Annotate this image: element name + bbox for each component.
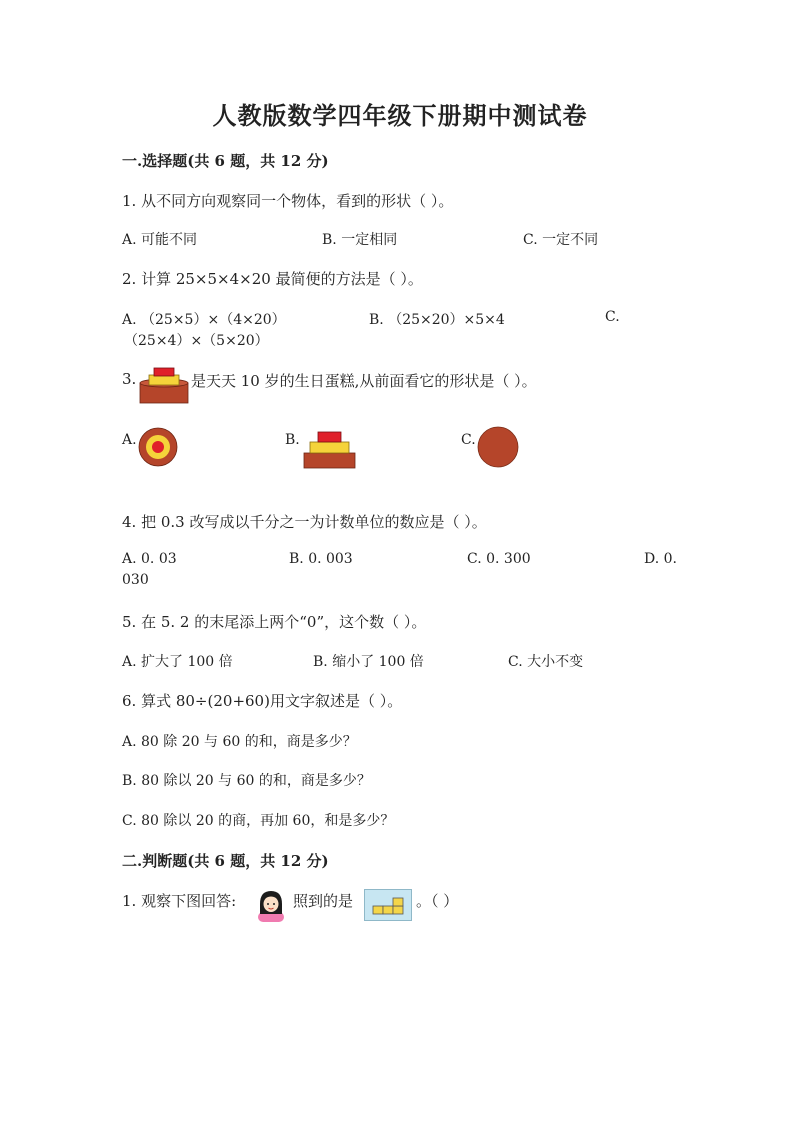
question-4-option-b: B. 0. 003 <box>289 551 353 567</box>
question-4-option-c: C. 0. 300 <box>467 551 531 567</box>
question-6-option-a: A. 80 除 20 与 60 的和，商是多少？ <box>122 734 357 750</box>
question-3-option-c-label: C. <box>461 432 476 448</box>
question-4-stem: 4. 把 0.3 改写成以千分之一为计数单位的数应是（ ）。 <box>122 513 487 531</box>
question-4-option-d-label: D. 0. <box>644 551 677 567</box>
question-1-option-b: B. 一定相同 <box>322 232 398 248</box>
question-5-option-c: C. 大小不变 <box>508 654 584 670</box>
question-2-option-a: A. （25×5）×（4×20） <box>122 312 286 328</box>
question-1-option-c: C. 一定不同 <box>523 232 599 248</box>
question-4-option-a: A. 0. 03 <box>122 551 177 567</box>
question-5-option-b: B. 缩小了 100 倍 <box>313 654 424 670</box>
question-3-option-b-label: B. <box>285 432 300 448</box>
question-5-stem: 5. 在 5. 2 的末尾添上两个“0”，这个数（ ）。 <box>122 613 427 631</box>
birthday-cake-icon <box>139 364 191 406</box>
question-3-option-a-label: A. <box>122 432 137 448</box>
question-1-stem: 1. 从不同方向观察同一个物体，看到的形状（ ）。 <box>122 192 454 210</box>
section-heading-judgement: 二.判断题(共 6 题，共 12 分) <box>122 852 329 870</box>
question-2-option-c-label: C. <box>605 309 620 325</box>
question-2-option-b: B. （25×20）×5×4 <box>369 312 505 328</box>
question-5-option-a: A. 扩大了 100 倍 <box>122 654 233 670</box>
page-title: 人教版数学四年级下册期中测试卷 <box>212 101 588 130</box>
cake-front-view-icon <box>303 431 357 469</box>
question-2-option-c: （25×4）×（5×20） <box>124 333 269 349</box>
judgement-1-middle: 照到的是 <box>293 892 354 910</box>
cake-side-view-icon <box>478 427 520 469</box>
judgement-1-suffix: 。（ ） <box>416 892 459 910</box>
question-3-number: 3. <box>122 370 137 388</box>
girl-icon <box>256 890 286 922</box>
question-3-stem: 是天天 10 岁的生日蛋糕,从前面看它的形状是（ ）。 <box>191 372 537 390</box>
question-6-stem: 6. 算式 80÷(20+60)用文字叙述是（ ）。 <box>122 692 403 710</box>
judgement-1-prefix: 1. 观察下图回答: <box>122 892 237 910</box>
section-heading-choice: 一.选择题(共 6 题，共 12 分) <box>122 152 329 170</box>
question-1-option-a: A. 可能不同 <box>122 232 198 248</box>
block-view-icon <box>364 889 412 921</box>
question-6-option-c: C. 80 除以 20 的商，再加 60，和是多少？ <box>122 813 395 829</box>
question-6-option-b: B. 80 除以 20 与 60 的和，商是多少？ <box>122 773 371 789</box>
cake-top-view-icon <box>138 427 180 469</box>
question-4-option-d: 030 <box>122 572 149 588</box>
question-2-stem: 2. 计算 25×5×4×20 最简便的方法是（ ）。 <box>122 270 423 288</box>
